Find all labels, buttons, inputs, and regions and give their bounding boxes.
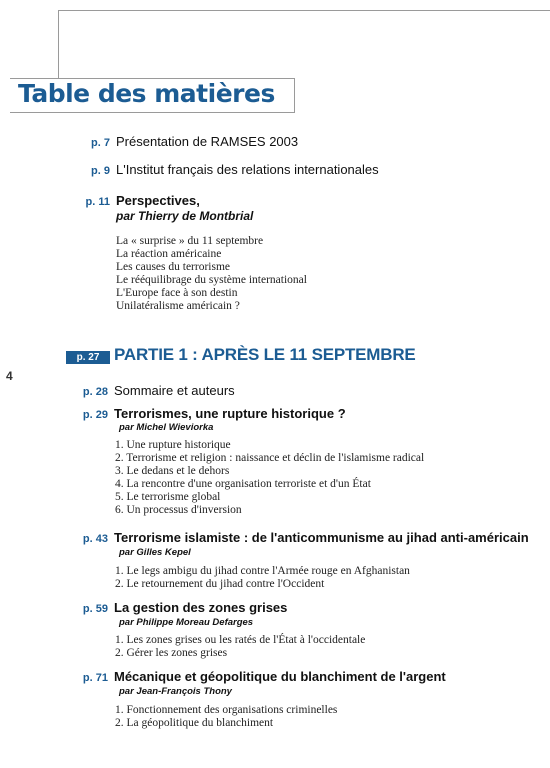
toc-subsection: 2. Gérer les zones grises <box>115 647 228 659</box>
toc-subsection-list <box>115 704 337 730</box>
toc-page-ref: p. 7 <box>91 137 110 149</box>
toc-page-ref: p. 43 <box>82 533 108 545</box>
toc-entry-author: par Michel Wieviorka <box>119 422 214 433</box>
toc-subsection: 1. Fonctionnement des organisations criminelles <box>115 704 338 716</box>
toc-entry-title[interactable]: Mécanique et géopolitique du blanchiment de l'argent <box>114 669 446 684</box>
toc-entry-title[interactable]: Perspectives, <box>116 193 200 208</box>
toc-page-ref: p. 28 <box>82 386 108 398</box>
toc-subsection: 2. Le retournement du jihad contre l'Occident <box>115 578 325 590</box>
toc-entry-author: par Jean-François Thony <box>119 686 232 697</box>
toc-subsection-list <box>115 634 365 660</box>
toc-subsection-list <box>115 439 424 517</box>
toc-entry-title[interactable]: L'Institut français des relations internationales <box>116 162 379 177</box>
toc-entry-title[interactable]: Terrorisme islamiste : de l'anticommunisme au jihad anti-américain <box>114 530 529 545</box>
toc-subsection: Les causes du terrorisme <box>116 261 231 273</box>
toc-entry-author: par Philippe Moreau Defarges <box>119 617 254 628</box>
toc-page-ref: p. 59 <box>82 603 108 615</box>
toc-entry-title[interactable]: Terrorismes, une rupture historique ? <box>114 406 346 421</box>
frame-left-rule <box>58 10 59 78</box>
page-number: 4 <box>6 369 13 383</box>
toc-subsection: 1. Une rupture historique <box>115 439 231 451</box>
toc-subsection: 3. Le dedans et le dehors <box>115 465 230 477</box>
part-page-badge: p. 27 <box>66 351 110 364</box>
toc-subsection-list <box>116 235 307 313</box>
toc-entry-author: par Thierry de Montbrial <box>116 209 254 223</box>
toc-subsection: 2. La géopolitique du blanchiment <box>115 717 274 729</box>
toc-entry-title[interactable]: Sommaire et auteurs <box>114 383 235 398</box>
toc-subsection: Le rééquilibrage du système international <box>116 274 307 286</box>
page-title: Table des matières <box>18 79 275 108</box>
part-heading[interactable]: PARTIE 1 : APRÈS LE 11 SEPTEMBRE <box>114 345 416 364</box>
toc-subsection: 5. Le terrorisme global <box>115 491 221 503</box>
toc-page-ref: p. 29 <box>82 409 108 421</box>
toc-page-ref: p. 11 <box>85 196 110 208</box>
toc-subsection: 1. Les zones grises ou les ratés de l'État à l'occidentale <box>115 634 366 646</box>
toc-subsection: 6. Un processus d'inversion <box>115 504 242 516</box>
toc-subsection-list <box>115 565 410 591</box>
toc-subsection: 1. Le legs ambigu du jihad contre l'Armée rouge en Afghanistan <box>115 565 410 577</box>
toc-subsection: La « surprise » du 11 septembre <box>116 235 264 247</box>
toc-entry-title[interactable]: Présentation de RAMSES 2003 <box>116 134 299 149</box>
toc-subsection: L'Europe face à son destin <box>116 287 238 299</box>
toc-page-ref: p. 71 <box>82 672 108 684</box>
toc-subsection: 2. Terrorisme et religion : naissance et déclin de l'islamisme radical <box>115 452 425 464</box>
toc-subsection: Unilatéralisme américain ? <box>116 300 240 312</box>
toc-page-ref: p. 9 <box>91 165 110 177</box>
toc-subsection: 4. La rencontre d'une organisation terroriste et d'un État <box>115 478 371 490</box>
frame-top-rule <box>58 10 550 11</box>
toc-subsection: La réaction américaine <box>116 248 222 260</box>
toc-entry-title[interactable]: La gestion des zones grises <box>114 600 288 615</box>
toc-entry-author: par Gilles Kepel <box>119 547 191 558</box>
